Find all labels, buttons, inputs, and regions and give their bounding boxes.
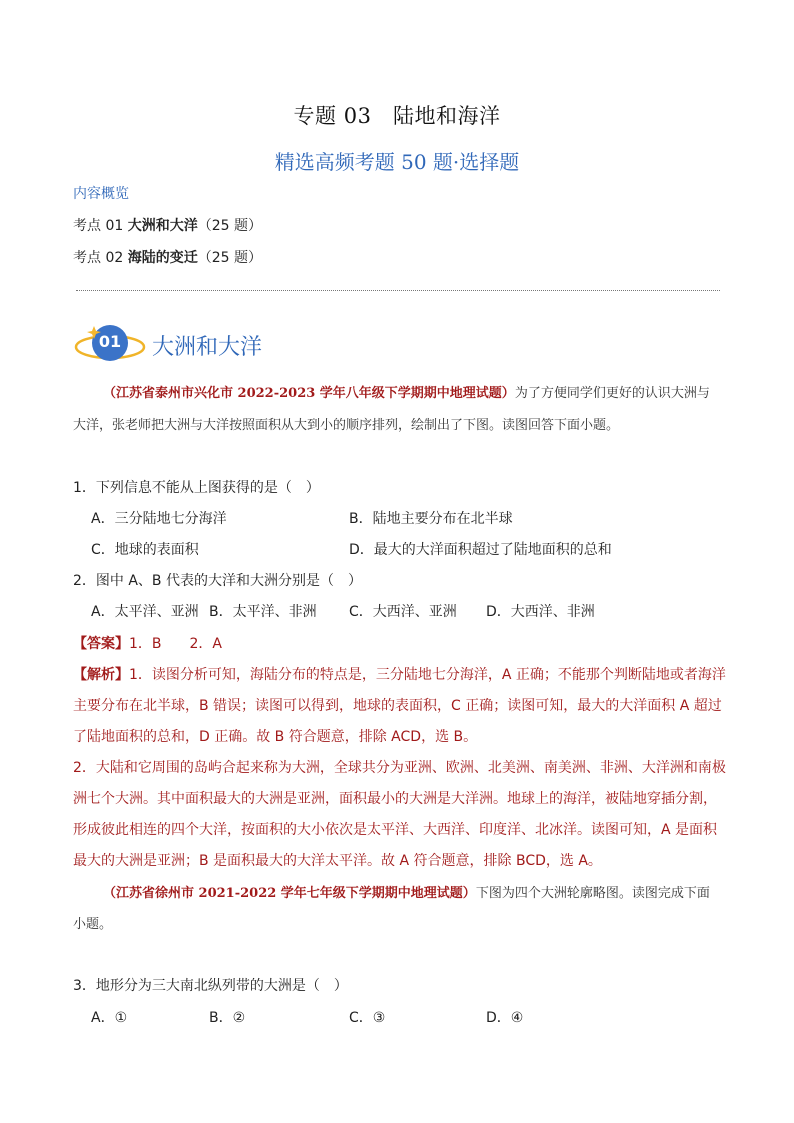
- question-1-option-d: D．最大的大洋面积超过了陆地面积的总和: [349, 542, 612, 558]
- passage-source: （江苏省徐州市 2021-2022 学年七年级下学期期中地理试题）: [103, 886, 476, 901]
- exam-point-1: [73, 215, 262, 235]
- exam-point-name: 大洲和大洋: [127, 218, 198, 234]
- passage-text-line2: 大洋，张老师把大洲与大洋按照面积从大到小的顺序排列，绘制出了下图。读图回答下面小题。: [73, 418, 620, 433]
- analysis-line-1: 【解析】1．读图分析可知，海陆分布的特点是，三分陆地七分海洋，A 正确；不能那个判断陆地或者海洋: [73, 667, 726, 683]
- passage-text-line2: 小题。: [73, 917, 113, 932]
- question-2-option-c: C．大西洋、亚洲: [349, 604, 457, 620]
- exam-point-count: （25 题）: [197, 218, 262, 234]
- section-title: 大洲和大洋: [152, 335, 263, 360]
- exam-point-name: 海陆的变迁: [127, 250, 198, 266]
- analysis-line-2: 主要分布在北半球，B 错误；读图可以得到，地球的表面积，C 正确；读图可知，最大的大洋面积 A 超过: [73, 698, 722, 714]
- analysis-line-3: 了陆地面积的总和，D 正确。故 B 符合题意，排除 ACD，选 B。: [73, 729, 478, 745]
- passage-intro-1: [0, 382, 794, 401]
- passage-text: 为了方便同学们更好的认识大洲与: [514, 386, 710, 401]
- question-3-option-b: B．②: [209, 1010, 246, 1026]
- section-divider: [76, 290, 720, 291]
- exam-point-prefix: 考点 02: [73, 250, 124, 266]
- section-number: 01: [98, 332, 122, 351]
- question-2-option-d: D．大西洋、非洲: [486, 604, 595, 620]
- analysis-line-7: 最大的大洲是亚洲；B 是面积最大的大洋太平洋。故 A 符合题意，排除 BCD，选 A。: [73, 853, 602, 869]
- answer-line: [73, 633, 222, 653]
- exam-point-prefix: 考点 01: [73, 218, 124, 234]
- exam-point-2: [73, 247, 262, 267]
- analysis-line-5: 洲七个大洲。其中面积最大的大洲是亚洲，面积最小的大洲是大洋洲。地球上的海洋，被陆地穿插分割，: [73, 791, 717, 807]
- question-3-stem: 3．地形分为三大南北纵列带的大洲是（ ）: [73, 978, 348, 994]
- question-3-option-c: C．③: [349, 1010, 386, 1026]
- page-subtitle: 精选高频考题 50 题·选择题: [274, 150, 520, 174]
- question-2-option-b: B．太平洋、非洲: [209, 604, 317, 620]
- analysis-line-6: 形成彼此相连的四个大洋，按面积的大小依次是太平洋、大西洋、印度洋、北冰洋。读图可知，A 是面积: [73, 822, 718, 838]
- exam-point-count: （25 题）: [197, 250, 262, 266]
- passage-text: 下图为四个大洲轮廓略图。读图完成下面: [475, 886, 710, 901]
- question-1-option-b: B．陆地主要分布在北半球: [349, 511, 513, 527]
- answer-label: 【答案】: [73, 636, 129, 652]
- analysis-label: 【解析】: [73, 667, 129, 683]
- overview-label: 内容概览: [73, 186, 129, 202]
- question-1-option-a: A．三分陆地七分海洋: [91, 511, 227, 527]
- question-2-option-a: A．太平洋、亚洲: [91, 604, 199, 620]
- question-3-option-d: D．④: [486, 1010, 524, 1026]
- answer-text: 1．B 2．A: [129, 636, 222, 652]
- passage-source: （江苏省泰州市兴化市 2022-2023 学年八年级下学期期中地理试题）: [103, 386, 515, 401]
- question-2-stem: 2．图中 A、B 代表的大洋和大洲分别是（ ）: [73, 573, 362, 589]
- question-1-stem: 1．下列信息不能从上图获得的是（ ）: [73, 480, 320, 496]
- question-3-option-a: A．①: [91, 1010, 128, 1026]
- question-1-option-c: C．地球的表面积: [91, 542, 199, 558]
- page-title: 专题 03 陆地和海洋: [293, 104, 501, 128]
- analysis-line-4: 2．大陆和它周围的岛屿合起来称为大洲，全球共分为亚洲、欧洲、北美洲、南美洲、非洲、大洋洲和南极: [73, 760, 726, 776]
- passage-intro-2: [0, 882, 794, 901]
